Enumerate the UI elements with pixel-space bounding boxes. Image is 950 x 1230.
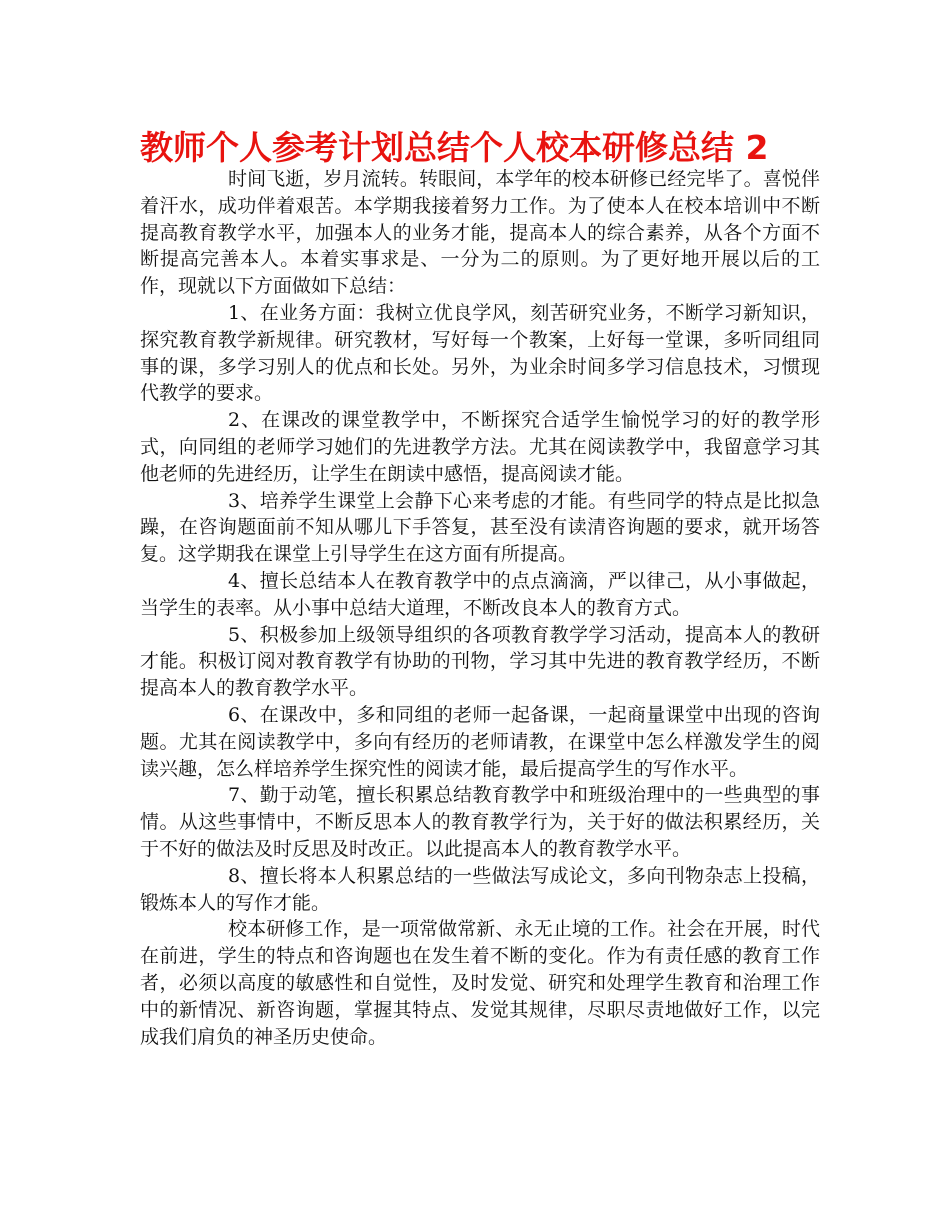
document-title: 教师个人参考计划总结个人校本研修总结 2 [140, 128, 769, 167]
paragraph-item-8: 8、擅长将本人积累总结的一些做法写成论文，多向刊物杂志上投稿，锻炼本人的写作才能。 [140, 864, 820, 914]
paragraph-item-6: 6、在课改中，多和同组的老师一起备课，一起商量课堂中出现的咨询题。尤其在阅读教学中，多向有经历的老师请教，在课堂中怎么样激发学生的阅读兴趣，怎么样培养学生探究性的阅读才能，最后提高学生的写作水平。 [140, 703, 820, 780]
paragraph-item-5: 5、积极参加上级领导组织的各项教育教学学习活动，提高本人的教研才能。积极订阅对教育教学有协助的刊物，学习其中先进的教育教学经历，不断提高本人的教育教学水平。 [140, 623, 820, 700]
paragraph-intro: 时间飞逝，岁月流转。转眼间，本学年的校本研修已经完毕了。喜悦伴着汗水，成功伴着艰苦。本学期我接着努力工作。为了使本人在校本培训中不断提高教育教学水平，加强本人的业务才能，提高本人的综合素养，从各个方面不断提高完善本人。本着实事求是、一分为二的原则。为了更好地开展以后的工作，现就以下方面做如下总结： [140, 168, 820, 298]
paragraph-item-3: 3、培养学生课堂上会静下心来考虑的才能。有些同学的特点是比拟急躁，在咨询题面前不知从哪儿下手答复，甚至没有读清咨询题的要求，就开场答复。这学期我在课堂上引导学生在这方面有所提高。 [140, 489, 820, 566]
paragraph-item-4: 4、擅长总结本人在教育教学中的点点滴滴，严以律己，从小事做起，当学生的表率。从小事中总结大道理，不断改良本人的教育方式。 [140, 569, 820, 619]
paragraph-item-7: 7、勤于动笔，擅长积累总结教育教学中和班级治理中的一些典型的事情。从这些事情中，不断反思本人的教育教学行为，关于好的做法积累经历，关于不好的做法及时反思及时改正。以此提高本人的教育教学水平。 [140, 784, 820, 860]
paragraph-conclusion: 校本研修工作，是一项常做常新、永无止境的工作。社会在开展，时代在前进，学生的特点和咨询题也在发生着不断的变化。作为有责任感的教育工作者，必须以高度的敏感性和自觉性，及时发觉、研究和处理学生教育和治理工作中的新情况、新咨询题，掌握其特点、发觉其规律，尽职尽责地做好工作，以完成我们肩负的神圣历史使命。 [140, 918, 820, 1048]
paragraph-item-1: 1、在业务方面：我树立优良学风，刻苦研究业务，不断学习新知识，探究教育教学新规律。研究教材，写好每一个教案，上好每一堂课，多听同组同事的课，多学习别人的优点和长处。另外，为业余时间多学习信息技术，习惯现代教学的要求。 [140, 301, 820, 405]
paragraph-item-2: 2、在课改的课堂教学中，不断探究合适学生愉悦学习的好的教学形式，向同组的老师学习她们的先进教学方法。尤其在阅读教学中，我留意学习其他老师的先进经历，让学生在朗读中感悟，提高阅读才能。 [140, 409, 820, 485]
document-body [140, 166, 820, 1050]
